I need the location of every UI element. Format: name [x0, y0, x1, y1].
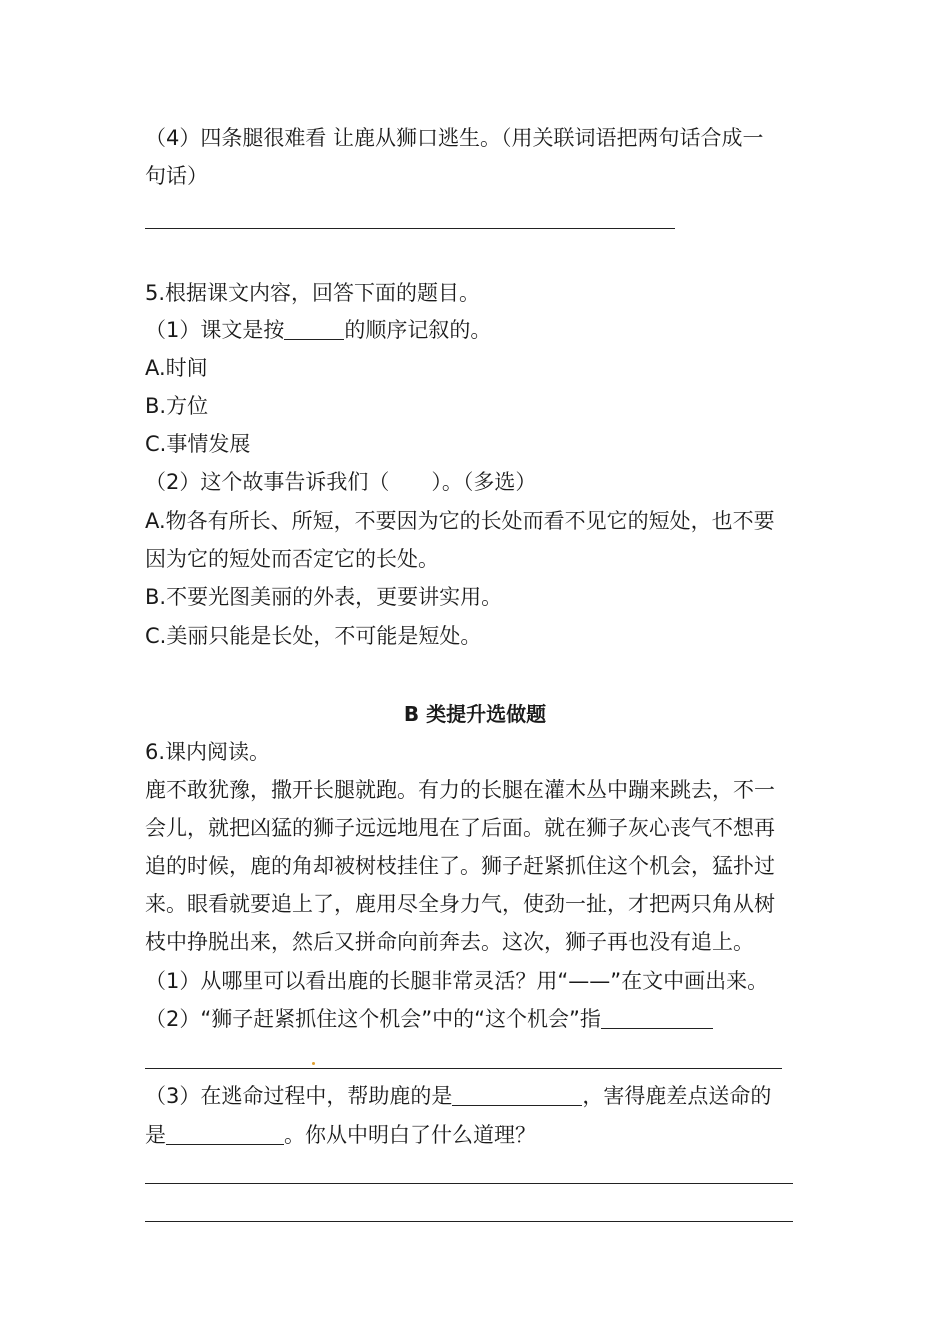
q6-passage-line5: 枝中挣脱出来，然后又拼命向前奔去。这次，狮子再也没有追上。: [145, 930, 754, 954]
q5-sub1-blank[interactable]: [284, 318, 344, 340]
q6-sub2-blank[interactable]: [601, 1007, 713, 1029]
q5-sub1: [145, 316, 491, 344]
q6-sub3-blank-hinder[interactable]: [166, 1123, 284, 1145]
stray-mark: [312, 1062, 315, 1065]
q6-sub3-line2-suffix: 。你从中明白了什么道理？: [284, 1123, 536, 1147]
q4-4-answer-line[interactable]: [145, 228, 675, 229]
q5-option-c[interactable]: C.事情发展: [145, 432, 251, 456]
q5-sub1-suffix: 的顺序记叙的。: [344, 318, 492, 342]
q6-sub3-line1: [145, 1082, 771, 1110]
q6-sub3-answer-line-1[interactable]: [145, 1183, 793, 1184]
q6-title: 6.课内阅读。: [145, 740, 271, 764]
q6-sub3-line2-prefix: 是: [145, 1123, 166, 1147]
q6-sub3-line2: [145, 1121, 536, 1149]
q6-sub2-answer-line[interactable]: [145, 1068, 782, 1069]
q5-sub2-option-a-line1[interactable]: A.物各有所长、所短，不要因为它的长处而看不见它的短处，也不要: [145, 509, 775, 533]
q5-option-a[interactable]: A.时间: [145, 356, 208, 380]
q5-title: 5.根据课文内容，回答下面的题目。: [145, 281, 481, 305]
q6-sub2: [145, 1005, 713, 1033]
q6-sub1: （1）从哪里可以看出鹿的长腿非常灵活？用“——”在文中画出来。: [145, 969, 769, 993]
q6-sub3-suffix: ，害得鹿差点送命的: [582, 1084, 772, 1108]
q5-sub2-option-b[interactable]: B.不要光图美丽的外表，更要讲实用。: [145, 585, 503, 609]
q5-sub2: （2）这个故事告诉我们（ ）。（多选）: [145, 470, 537, 494]
q4-4-line1: （4）四条腿很难看 让鹿从狮口逃生。（用关联词语把两句话合成一: [145, 126, 764, 150]
q6-passage-line3: 追的时候，鹿的角却被树枝挂住了。狮子赶紧抓住这个机会，猛扑过: [145, 854, 775, 878]
q5-sub2-option-c[interactable]: C.美丽只能是长处，不可能是短处。: [145, 624, 482, 648]
q6-sub3-answer-line-2[interactable]: [145, 1221, 793, 1222]
q6-sub3-prefix: （3）在逃命过程中，帮助鹿的是: [145, 1084, 453, 1108]
section-b-heading: B 类提升选做题: [403, 702, 547, 726]
q5-sub1-prefix: （1）课文是按: [145, 318, 285, 342]
q5-option-b[interactable]: B.方位: [145, 394, 209, 418]
q5-sub2-option-a-line2[interactable]: 因为它的短处而否定它的长处。: [145, 547, 439, 571]
q6-passage-line2: 会儿，就把凶猛的狮子远远地甩在了后面。就在狮子灰心丧气不想再: [145, 816, 775, 840]
q4-4-line2: 句话）: [145, 164, 208, 188]
q6-sub2-text: （2）“狮子赶紧抓住这个机会”中的“这个机会”指: [145, 1007, 601, 1031]
q6-sub3-blank-helper[interactable]: [452, 1084, 582, 1106]
q6-passage-line4: 来。眼看就要追上了，鹿用尽全身力气，使劲一扯，才把两只角从树: [145, 892, 775, 916]
q6-passage-line1: 鹿不敢犹豫，撒开长腿就跑。有力的长腿在灌木丛中蹦来跳去，不一: [145, 778, 775, 802]
